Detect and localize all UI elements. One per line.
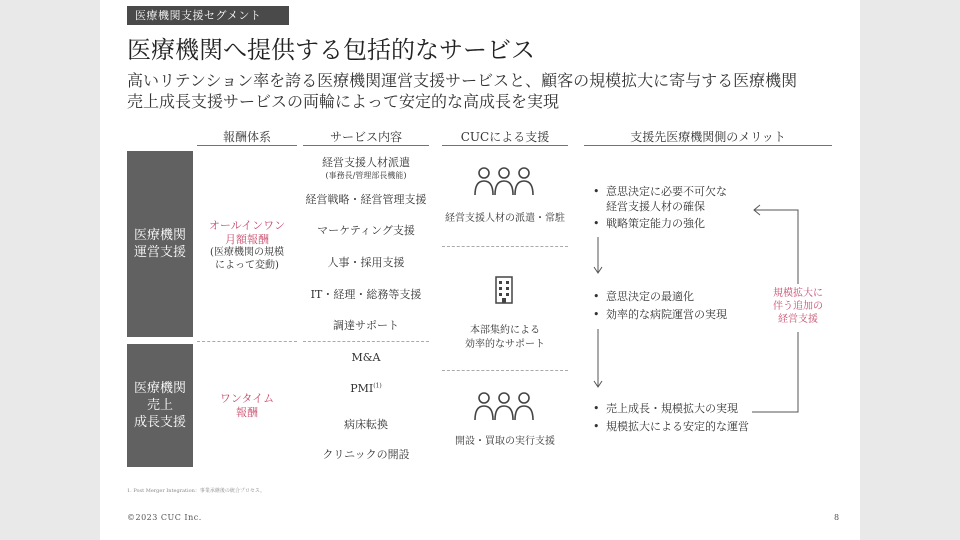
left-margin: [0, 0, 100, 540]
merit-decision-talent-line-2: 経営支援人材の確保: [606, 200, 705, 213]
service-pmi-label: PMI: [350, 382, 374, 395]
service-bed-conversion: 病床転換: [344, 418, 388, 431]
loop-label-line-2: 伴う追加の: [773, 301, 823, 312]
people-group-icon: [473, 390, 535, 422]
service-it: IT・経理・総務等支援: [310, 288, 422, 301]
support-centralized-line-1: 本部集約による: [470, 325, 540, 336]
page-title: 医療機関へ提供する包括的なサービス: [127, 36, 535, 64]
support-divider-1: [442, 246, 568, 247]
row-label-operation-line-1: 医療機関: [133, 228, 186, 243]
row-label-operation-line-2: 運営支援: [133, 245, 186, 260]
column-header-service: サービス内容: [329, 130, 402, 144]
support-centralized-line-2: 効率的なサポート: [465, 339, 545, 350]
row-divider-fee: [197, 341, 297, 342]
service-hr: 人事・採用支援: [327, 256, 405, 269]
fee-operation-line-1: オールインワン: [208, 219, 286, 232]
fee-operation-note: [197, 246, 297, 272]
loop-label-line-3: 経営支援: [778, 314, 818, 325]
service-clinic-opening: クリニックの開設: [322, 448, 410, 461]
service-pmi-footnote-mark: (1): [373, 382, 382, 390]
merit-stable-operation: • 規模拡大による安定的な運営: [606, 419, 749, 434]
fee-growth: [197, 392, 297, 420]
column-header-fee: 報酬体系: [222, 130, 271, 144]
fee-growth-line-1: ワンタイム: [219, 392, 275, 405]
fee-note-line-1: (医療機関の規模: [210, 247, 284, 258]
loop-label-line-1: 規模拡大に: [773, 288, 823, 299]
loop-label: [760, 287, 836, 326]
header-rule-fee: [197, 145, 297, 146]
service-ma: M&A: [351, 351, 381, 364]
fee-note-line-2: によって変動): [215, 260, 279, 271]
merit-growth: • 売上成長・規模拡大の実現: [606, 401, 738, 416]
subtitle-line-1: 高いリテンション率を誇る医療機関運営支援サービスと、顧客の規模拡大に寄与する医療機関: [127, 71, 798, 90]
merit-optimize-decision: • 意思決定の最適化: [606, 289, 694, 304]
service-marketing: マーケティング支援: [317, 224, 415, 237]
column-header-merit: 支援先医療機関側のメリット: [630, 130, 786, 144]
segment-tag: 医療機関支援セグメント: [127, 6, 289, 25]
down-arrow-icon: [592, 329, 604, 389]
service-staffing-title: 経営支援人材派遣: [322, 156, 410, 169]
fee-operation-line-2: 月額報酬: [225, 233, 269, 246]
merit-decision-talent-line-1: • 意思決定に必要不可欠な: [606, 185, 727, 198]
service-strategy: 経営戦略・経営管理支援: [305, 193, 427, 206]
service-pmi: [303, 382, 429, 395]
header-rule-cuc: [442, 145, 568, 146]
down-arrow-icon: [592, 237, 604, 275]
fee-operation: [197, 219, 297, 247]
service-staffing: [303, 154, 429, 181]
support-staffing: 経営支援人材の派遣・常駐: [445, 213, 565, 224]
subtitle-line-2: 売上成長支援サービスの両輪によって安定的な高成長を実現: [127, 92, 560, 111]
subtitle: [127, 70, 797, 112]
service-procurement: 調達サポート: [333, 319, 399, 332]
row-label-growth: [127, 344, 193, 467]
building-icon: [494, 275, 514, 305]
row-label-growth-line-1: 医療機関: [133, 381, 186, 396]
merit-decision-talent: [606, 184, 727, 214]
footnote: 1. Post Merger Integration：事業承継後の統合プロセス。: [127, 488, 266, 494]
merit-strategy: • 戦略策定能力の強化: [606, 216, 705, 231]
row-divider-service: [303, 341, 429, 342]
support-execution: 開設・買取の実行支援: [455, 436, 555, 447]
people-group-icon: [473, 165, 535, 197]
header-rule-service: [303, 145, 429, 146]
column-header-cuc: CUCによる支援: [460, 130, 550, 144]
service-staffing-note: (事務長/管理部長機能): [325, 171, 407, 180]
merit-efficient-operation: • 効率的な病院運営の実現: [606, 307, 727, 322]
support-divider-2: [442, 370, 568, 371]
page-number: 8: [834, 513, 840, 522]
header-rule-merit: [584, 145, 832, 146]
row-label-operation: [127, 151, 193, 337]
support-centralized: [442, 324, 568, 352]
fee-growth-line-2: 報酬: [236, 406, 258, 419]
row-label-growth-line-3: 成長支援: [133, 415, 186, 430]
copyright: ©2023 CUC Inc.: [127, 513, 202, 522]
right-margin: [860, 0, 960, 540]
row-label-growth-line-2: 売上: [146, 398, 173, 413]
